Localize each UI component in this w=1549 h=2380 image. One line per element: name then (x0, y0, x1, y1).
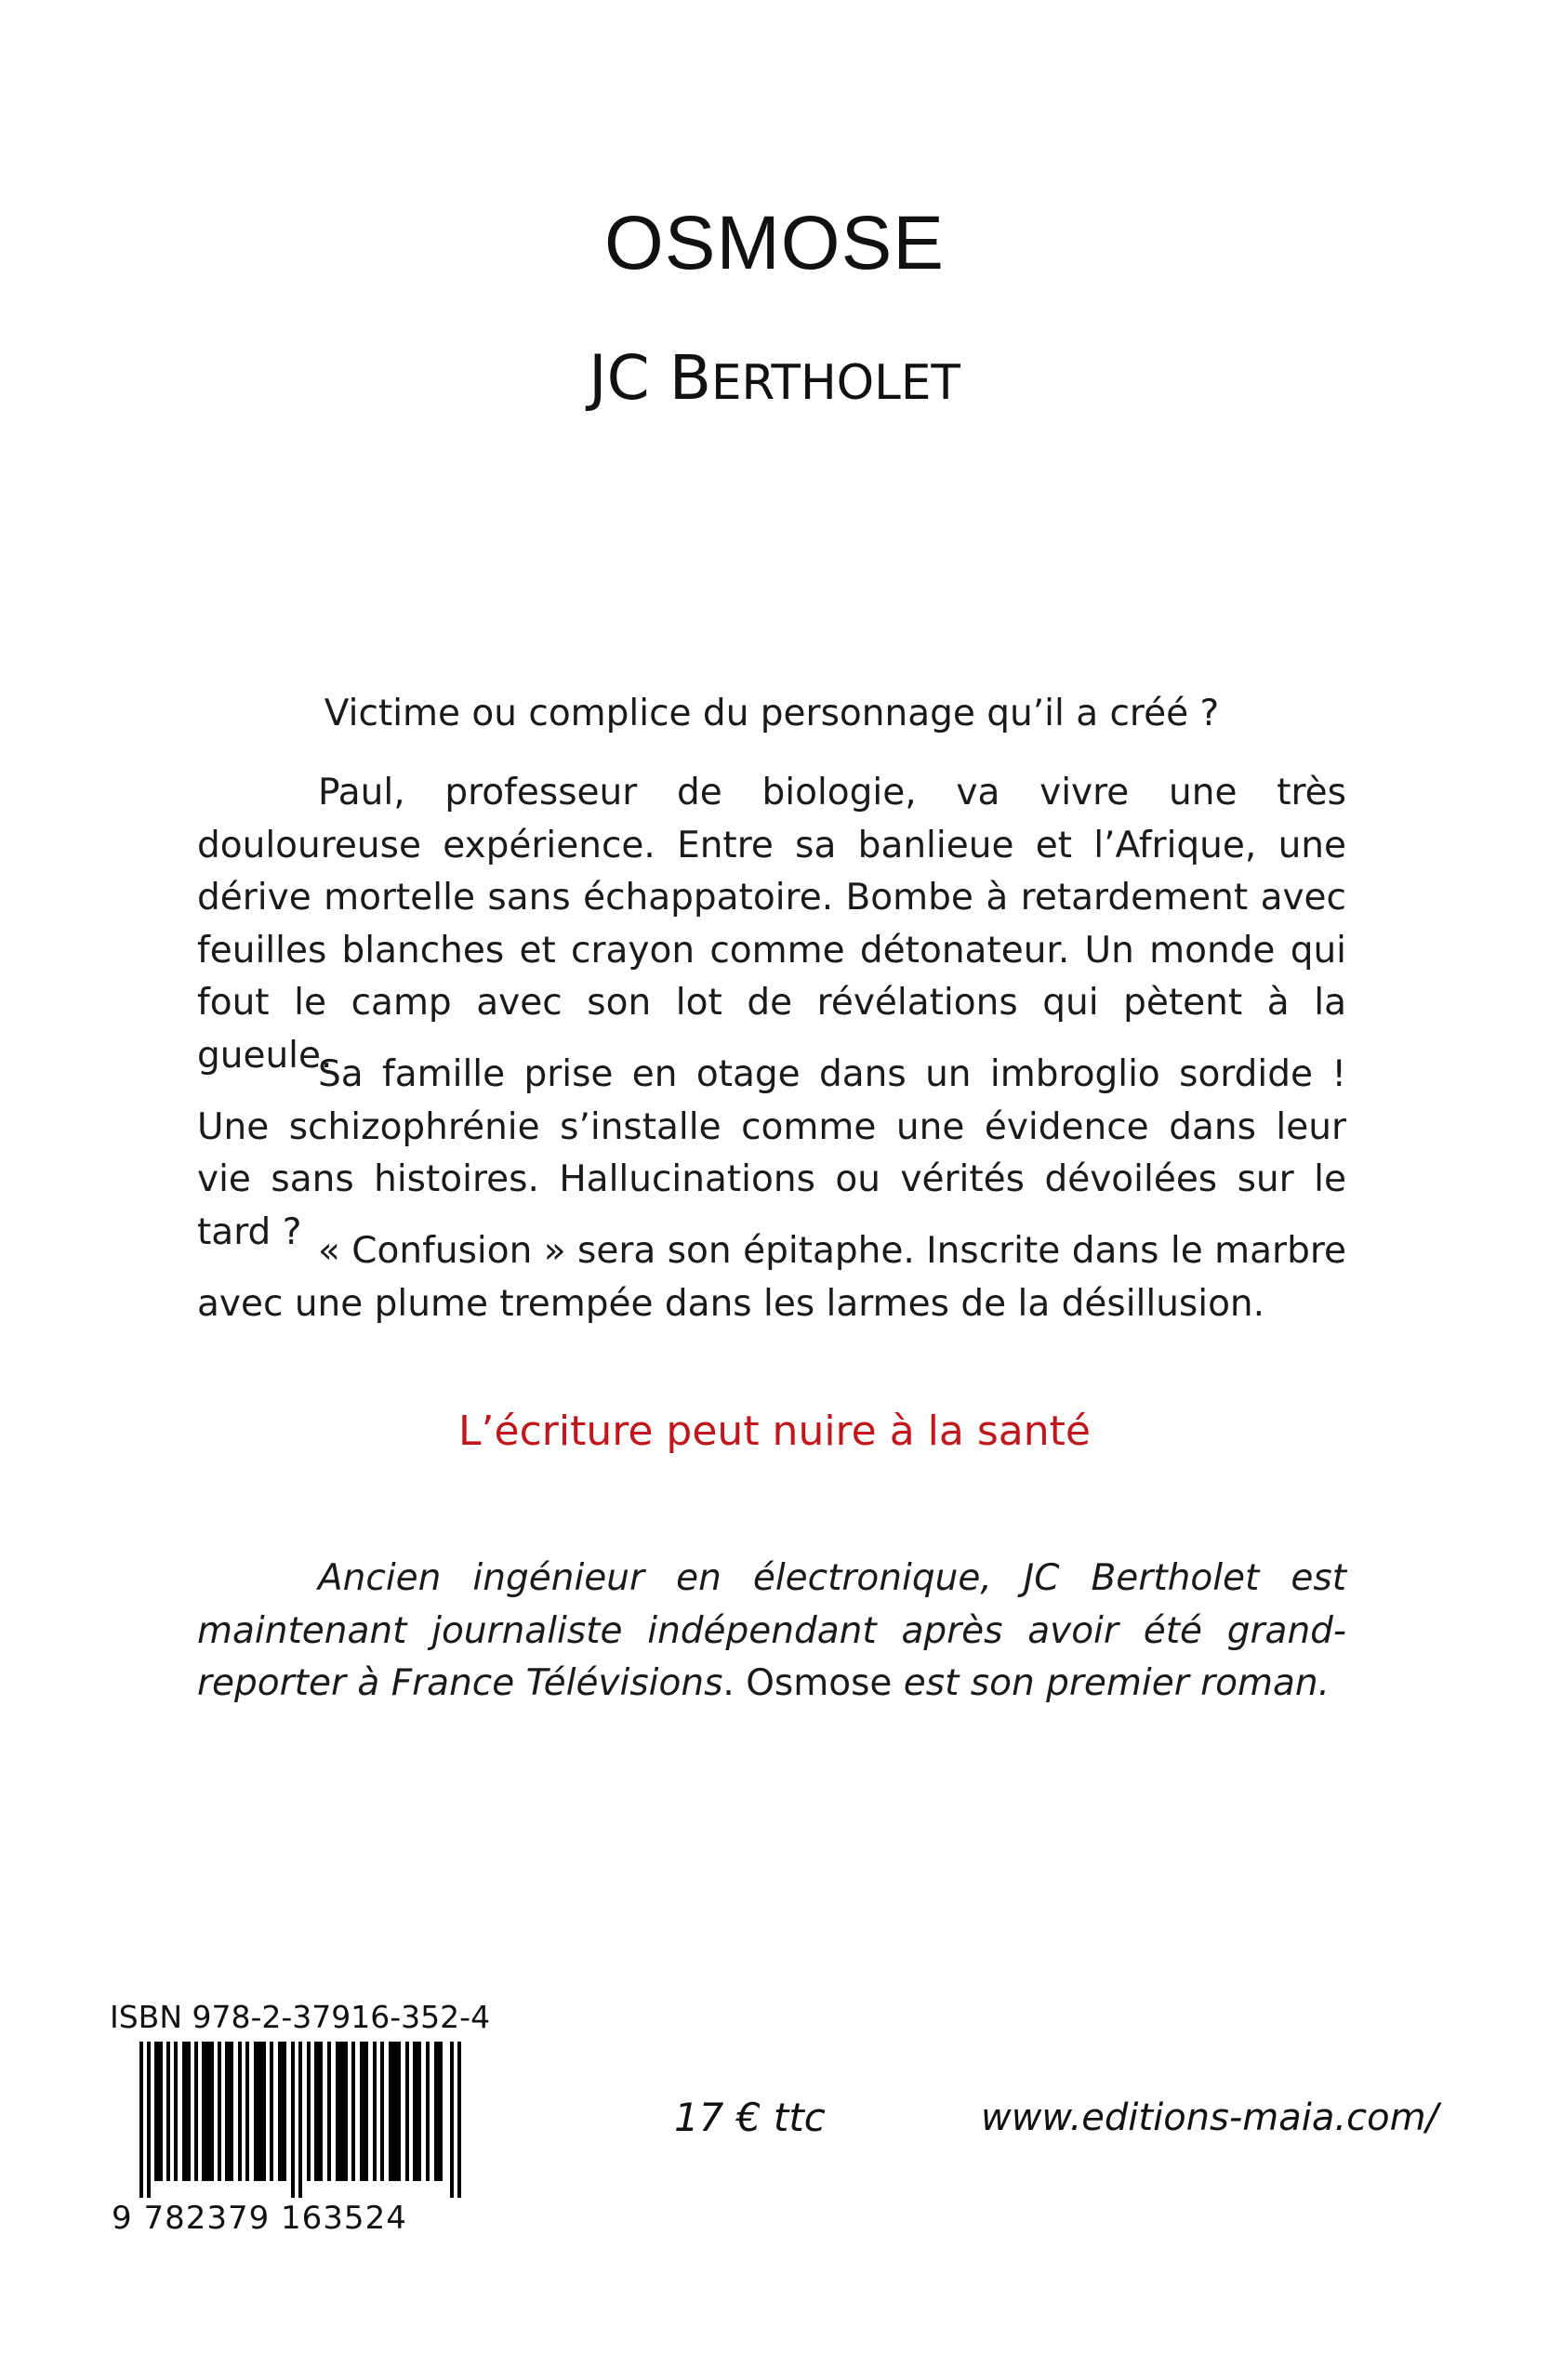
publisher-website: www.editions-maia.com/ (981, 2096, 1439, 2139)
blurb-paragraph-1-text: Paul, professeur de biologie, va vivre une très douloureuse expérience. Entre sa banlieue et l’Afrique, une dérive mortelle sans échappatoire. Bombe à retardement avec feuilles blanches et crayon comme détonateur. Un monde qui fout le camp avec son lot de révélations qui pètent à la gueule. (197, 772, 1346, 1077)
author-bio (197, 1553, 1346, 1711)
bio-part-3: . (722, 1662, 747, 1704)
blurb-paragraph-3 (197, 1225, 1346, 1330)
author-name (0, 342, 1549, 414)
blurb-paragraph-3-text: « Confusion » sera son épitaphe. Inscrite dans le marbre avec une plume trempée dans les larmes de la désillusion. (197, 1230, 1346, 1325)
bio-part-4: est son premier roman. (892, 1662, 1331, 1704)
bio-part-2: est maintenant journaliste indépendant après avoir été grand-reporter à (197, 1557, 1346, 1704)
isbn-label: ISBN 978-2-37916-352-4 (110, 1999, 491, 2035)
book-title: OSMOSE (604, 201, 945, 285)
bio-channel: France Télévisions (391, 1662, 723, 1704)
bio-name: JC Bertholet (1023, 1557, 1260, 1599)
blurb-question: Victime ou complice du personnage qu’il a créé ? (324, 693, 1220, 734)
author-bio-text (197, 1553, 1346, 1711)
blurb-paragraph-1 (197, 767, 1346, 1082)
blurb-paragraph-2-text: Sa famille prise en otage dans un imbroglio sordide ! Une schizophrénie s’installe comme une évidence dans leur vie sans histoires. Hallucinations ou vérités dévoilées sur le tard ? (197, 1053, 1346, 1253)
author-surname-initial: B (669, 342, 711, 414)
bio-part-1: Ancien ingénieur en électronique, (318, 1557, 1024, 1599)
price-label: 17 € ttc (674, 2095, 826, 2140)
barcode-icon (139, 2042, 461, 2198)
author-initials: JC (589, 342, 669, 414)
author-surname-rest: ERTHOLET (710, 355, 960, 411)
bio-book-title: Osmose (746, 1662, 893, 1704)
red-tagline: L’écriture peut nuire à la santé (458, 1408, 1091, 1455)
barcode-digits: 9 782379 163524 (112, 2200, 407, 2237)
